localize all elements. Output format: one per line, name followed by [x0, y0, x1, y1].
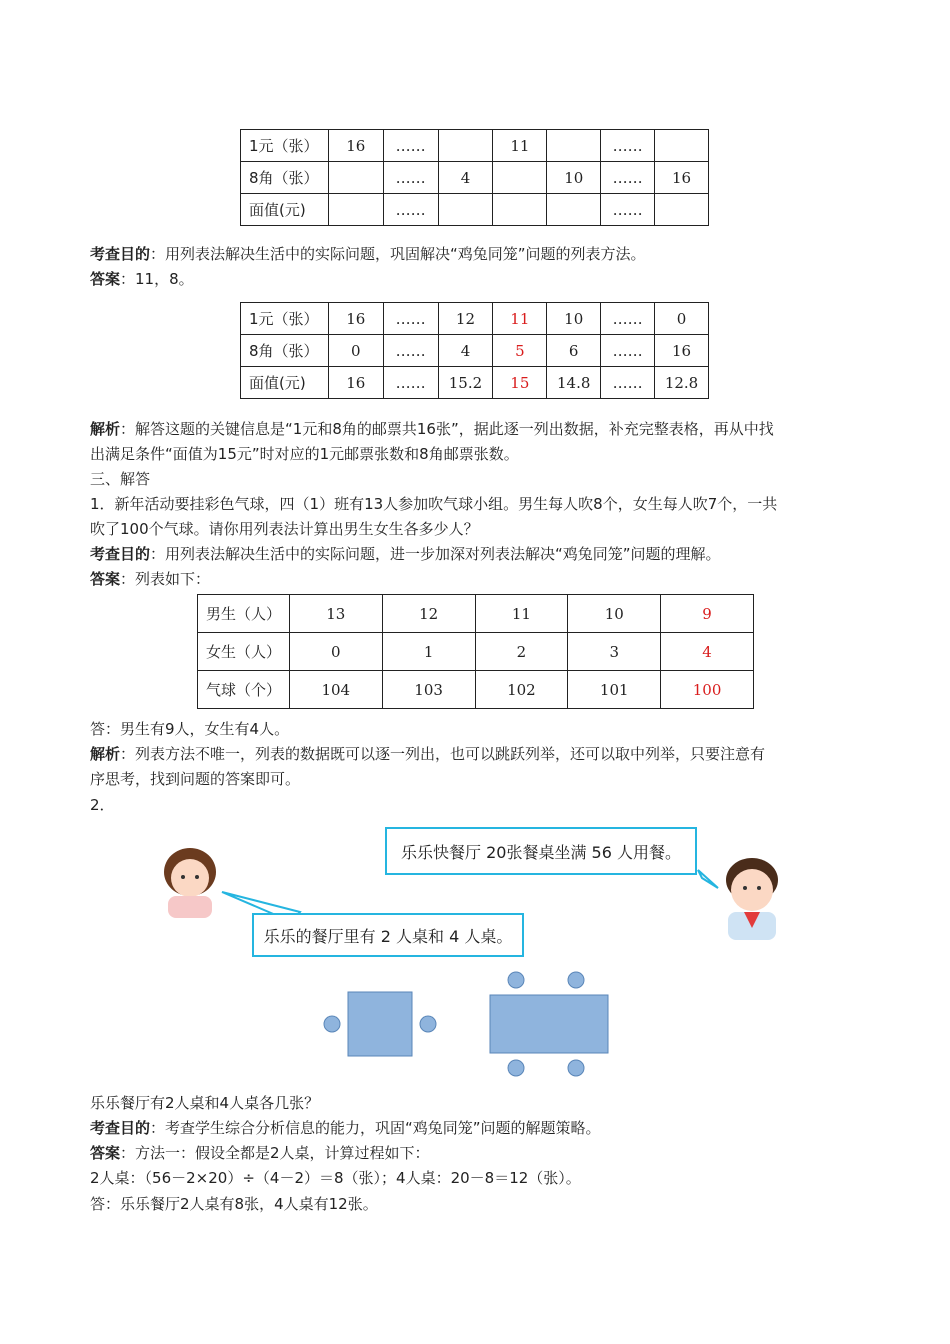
- table-cell: ……: [383, 335, 438, 367]
- table-cell: [438, 130, 493, 162]
- table-cell: 4: [438, 162, 493, 194]
- table-row: [241, 162, 709, 194]
- table-cell: 5: [493, 335, 547, 367]
- p2-calc: 2人桌：（56－2×20）÷（4－2）＝8（张）；4人桌：20－8＝12（张）。: [90, 1169, 581, 1187]
- table-cell: 4: [438, 335, 493, 367]
- table-cell: [328, 194, 383, 226]
- p1-result: 答：男生有9人，女生有4人。: [90, 720, 290, 738]
- table-row: [241, 194, 709, 226]
- table-cell: ……: [601, 367, 655, 399]
- table-cell: 11: [475, 595, 568, 633]
- table-cell: 9: [661, 595, 754, 633]
- table-cell: 16: [655, 335, 709, 367]
- p2-purpose: 考查目的：考查学生综合分析信息的能力，巩固“鸡兔同笼”问题的解题策略。: [90, 1119, 601, 1137]
- table-cell: 100: [661, 671, 754, 709]
- table-row: [198, 671, 754, 709]
- table-cell: 15: [493, 367, 547, 399]
- table-cell: 11: [493, 130, 547, 162]
- p2-number: 2．: [90, 796, 115, 814]
- table-cell: 15.2: [438, 367, 493, 399]
- row-header: 女生（人）: [198, 633, 290, 671]
- table-cell: [438, 194, 493, 226]
- girl-speech-bubble: 乐乐的餐厅里有 2 人桌和 4 人桌。: [252, 913, 524, 957]
- table-cell: 12: [382, 595, 475, 633]
- table-row: [198, 595, 754, 633]
- table-cell: 12.8: [655, 367, 709, 399]
- table-cell: 4: [661, 633, 754, 671]
- table-cell: [655, 130, 709, 162]
- table-cell: ……: [601, 130, 655, 162]
- table-cell: [547, 194, 601, 226]
- table-cell: ……: [601, 162, 655, 194]
- table-cell: 0: [289, 633, 382, 671]
- table-cell: 102: [475, 671, 568, 709]
- table-cell: [328, 162, 383, 194]
- table-row: [241, 303, 709, 335]
- table-cell: ……: [601, 303, 655, 335]
- p2-question: 乐乐餐厅有2人桌和4人桌各几张？: [90, 1094, 320, 1112]
- p1-question-line2: 吹了100个气球。请你用列表法计算出男生女生各多少人？: [90, 520, 479, 538]
- table-cell: 6: [547, 335, 601, 367]
- row-header: 面值(元): [241, 367, 329, 399]
- table-row: [198, 633, 754, 671]
- q2-answer: 答案：11，8。: [90, 270, 194, 288]
- table-cell: 2: [475, 633, 568, 671]
- table-cell: 13: [289, 595, 382, 633]
- table-cell: ……: [383, 367, 438, 399]
- analysis1-line2: 出满足条件“面值为15元”时对应的1元邮票张数和8角邮票张数。: [90, 445, 519, 463]
- table-cell: 12: [438, 303, 493, 335]
- boy-bubble-tail: [698, 870, 718, 888]
- row-header: 1元（张）: [241, 130, 329, 162]
- table-cell: [547, 130, 601, 162]
- table-cell: ……: [383, 194, 438, 226]
- analysis1-line1: 解析：解答这题的关键信息是“1元和8角的邮票共16张”，据此逐一列出数据，补充完整表格，再从中找: [90, 420, 774, 438]
- q2-purpose: 考查目的：用列表法解决生活中的实际问题，巩固解决“鸡兔同笼”问题的列表方法。: [90, 245, 646, 263]
- table-cell: 14.8: [547, 367, 601, 399]
- row-header: 气球（个）: [198, 671, 290, 709]
- table-cell: ……: [383, 130, 438, 162]
- analysis2-line1: 解析：列表方法不唯一，列表的数据既可以逐一列出，也可以跳跃列举，还可以取中列举，只要注意有: [90, 745, 766, 763]
- table-cell: 16: [655, 162, 709, 194]
- table-cell: 16: [328, 367, 383, 399]
- row-header: 8角（张）: [241, 162, 329, 194]
- table-cell: 10: [547, 162, 601, 194]
- p2-result: 答：乐乐餐厅2人桌有8张，4人桌有12张。: [90, 1195, 378, 1213]
- p2-answer: 答案：方法一：假设全都是2人桌，计算过程如下：: [90, 1144, 430, 1162]
- p1-question-line1: 1．新年活动要挂彩色气球，四（1）班有13人参加吹气球小组。男生每人吹8个，女生每人吹7个，一共: [90, 495, 778, 513]
- analysis2-line2: 序思考，找到问题的答案即可。: [90, 770, 301, 788]
- table-cell: 11: [493, 303, 547, 335]
- table-cell: 104: [289, 671, 382, 709]
- table-cell: 3: [568, 633, 661, 671]
- table-row: [241, 367, 709, 399]
- table-cell: 1: [382, 633, 475, 671]
- table-cell: 103: [382, 671, 475, 709]
- table-cell: 16: [328, 130, 383, 162]
- balloon-table: [197, 594, 754, 709]
- table-cell: 16: [328, 303, 383, 335]
- table-cell: 10: [547, 303, 601, 335]
- four-person-table: [490, 972, 608, 1076]
- table-cell: [655, 194, 709, 226]
- table-cell: ……: [601, 335, 655, 367]
- stamp-table-filled: [240, 302, 709, 399]
- table-cell: 101: [568, 671, 661, 709]
- table-cell: ……: [383, 162, 438, 194]
- two-person-table: [324, 992, 436, 1056]
- table-cell: ……: [383, 303, 438, 335]
- stamp-table-blank: [240, 129, 709, 226]
- p1-answer: 答案：列表如下：: [90, 570, 211, 588]
- boy-speech-bubble: 乐乐快餐厅 20张餐桌坐满 56 人用餐。: [385, 827, 697, 875]
- row-header: 8角（张）: [241, 335, 329, 367]
- row-header: 面值(元): [241, 194, 329, 226]
- section-heading: 三、解答: [90, 470, 151, 488]
- table-cell: [493, 162, 547, 194]
- table-cell: ……: [601, 194, 655, 226]
- row-header: 男生（人）: [198, 595, 290, 633]
- table-cell: 0: [328, 335, 383, 367]
- row-header: 1元（张）: [241, 303, 329, 335]
- girl-illustration: [164, 848, 216, 918]
- p1-purpose: 考查目的：用列表法解决生活中的实际问题，进一步加深对列表法解决“鸡兔同笼”问题的理解。: [90, 545, 721, 563]
- table-cell: 10: [568, 595, 661, 633]
- table-cell: 0: [655, 303, 709, 335]
- table-row: [241, 335, 709, 367]
- table-cell: [493, 194, 547, 226]
- table-row: [241, 130, 709, 162]
- boy-illustration: [726, 858, 778, 940]
